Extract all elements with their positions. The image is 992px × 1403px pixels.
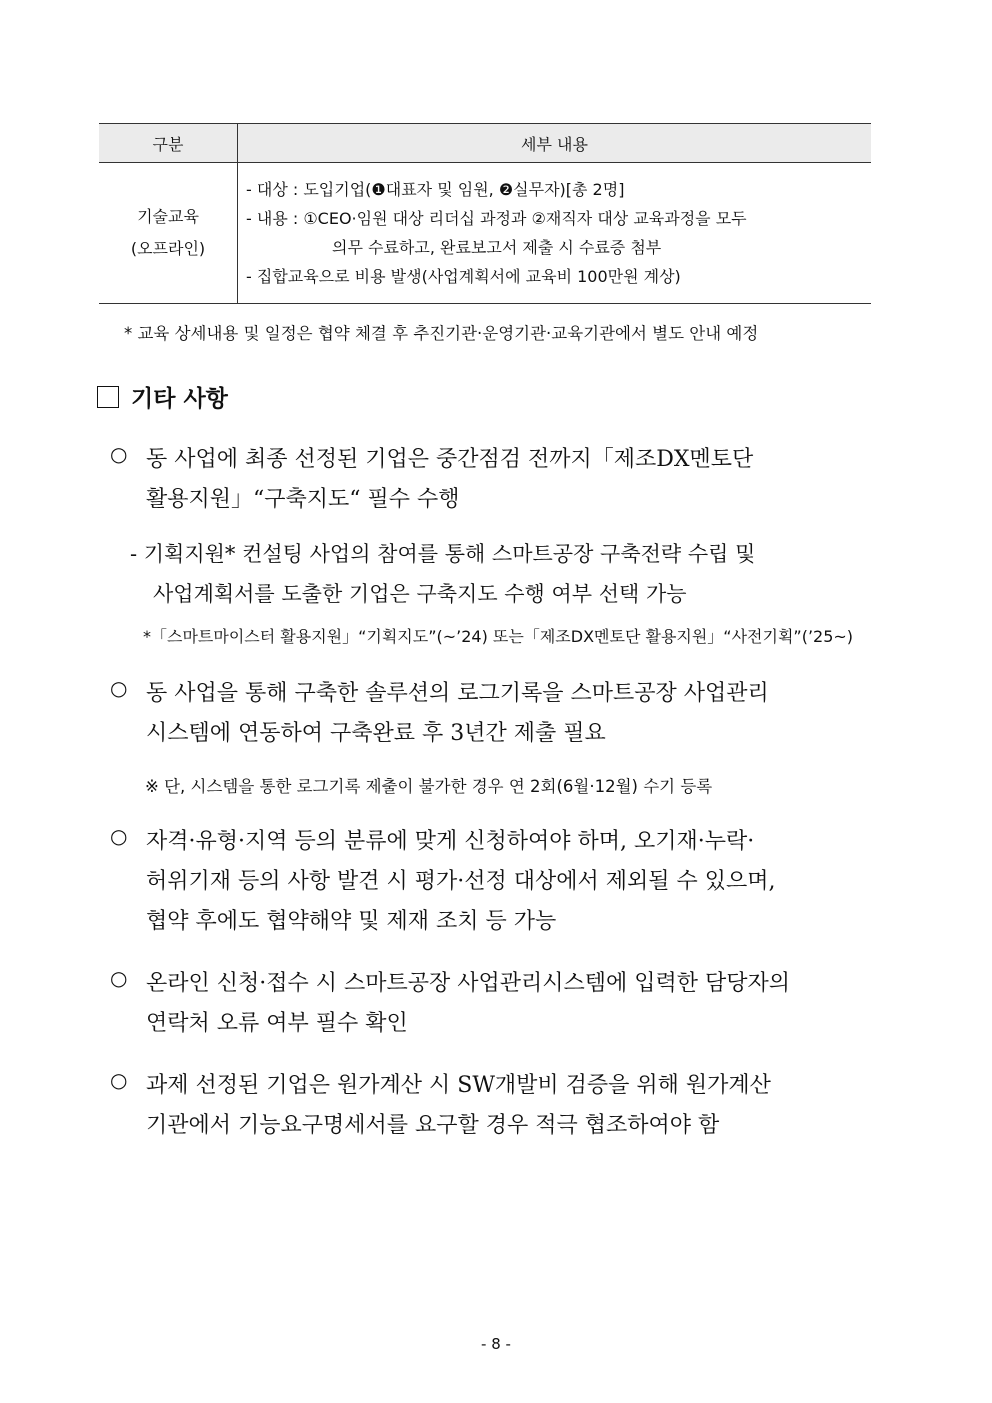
detail-content: - 내용 : ①CEO·임원 대상 리더십 과정과 ②재직자 대상 교육과정을 모두 [246,209,747,228]
bullet-line: 기관에서 기능요구명세서를 요구할 경우 적극 협조하여야 함 [146,1113,720,1138]
bullet-line: 자격·유형·지역 등의 분류에 맞게 신청하여야 하며, 오기재·누락· [146,829,755,854]
bullet-line: 온라인 신청·접수 시 스마트공장 사업관리시스템에 입력한 담당자의 [146,971,791,996]
detail-target: - 대상 : 도입기업(❶대표자 및 임원, ❷실무자)[총 2명] [246,180,625,199]
table-header-category: 구분 [99,124,238,163]
page-number: - 8 - [481,1335,511,1353]
bullet-line: 과제 선정된 기업은 원가계산 시 SW개발비 검증을 위해 원가계산 [146,1073,771,1098]
bullet-line: 동 사업을 통해 구축한 솔루션의 로그기록을 스마트공장 사업관리 [146,681,769,706]
section-heading [97,380,228,413]
checkbox-square-icon [97,386,119,408]
table-cell-detail [238,163,872,304]
footnote: *「스마트마이스터 활용지원」“기획지도”(~’24) 또는「제조DX멘토단 활용지원」“사전기획”(’25~) [143,627,854,646]
circle-bullet-icon: ○ [110,966,128,990]
education-table [99,123,871,304]
remark: ※ 단, 시스템을 통한 로그기록 제출이 불가한 경우 연 2회(6월·12월) 수기 등록 [145,777,713,796]
bullet-line: 시스템에 연동하여 구축완료 후 3년간 제출 필요 [146,721,606,746]
detail-content-continued: 의무 수료하고, 완료보고서 제출 시 수료증 첨부 [332,238,662,257]
circle-bullet-icon: ○ [110,442,128,466]
bullet-line: 협약 후에도 협약해약 및 제재 조치 등 가능 [146,909,557,934]
table-row [99,163,871,304]
bullet-line: 동 사업에 최종 선정된 기업은 중간점검 전까지「제조DX멘토단 [146,447,754,472]
table-cell-category [99,163,238,304]
circle-bullet-icon: ○ [110,1068,128,1092]
circle-bullet-icon: ○ [110,676,128,700]
bullet-line: 연락처 오류 여부 필수 확인 [146,1011,408,1036]
section-title: 기타 사항 [131,385,228,412]
table-note: * 교육 상세내용 및 일정은 협약 체결 후 추진기관·운영기관·교육기관에서 별도 안내 예정 [124,324,759,343]
sub-item-line: 사업계획서를 도출한 기업은 구축지도 수행 여부 선택 가능 [153,582,687,606]
circle-bullet-icon: ○ [110,824,128,848]
category-sublabel: (오프라인) [130,239,206,258]
table-header-detail: 세부 내용 [238,124,872,163]
bullet-line: 허위기재 등의 사항 발견 시 평가·선정 대상에서 제외될 수 있으며, [146,869,776,894]
sub-item-line: - 기획지원* 컨설팅 사업의 참여를 통해 스마트공장 구축전략 수립 및 [130,542,756,566]
detail-cost: - 집합교육으로 비용 발생(사업계획서에 교육비 100만원 계상) [246,267,681,286]
table-header-row [99,124,871,163]
category-label: 기술교육 [137,207,199,226]
bullet-line: 활용지원」“구축지도“ 필수 수행 [146,487,460,512]
